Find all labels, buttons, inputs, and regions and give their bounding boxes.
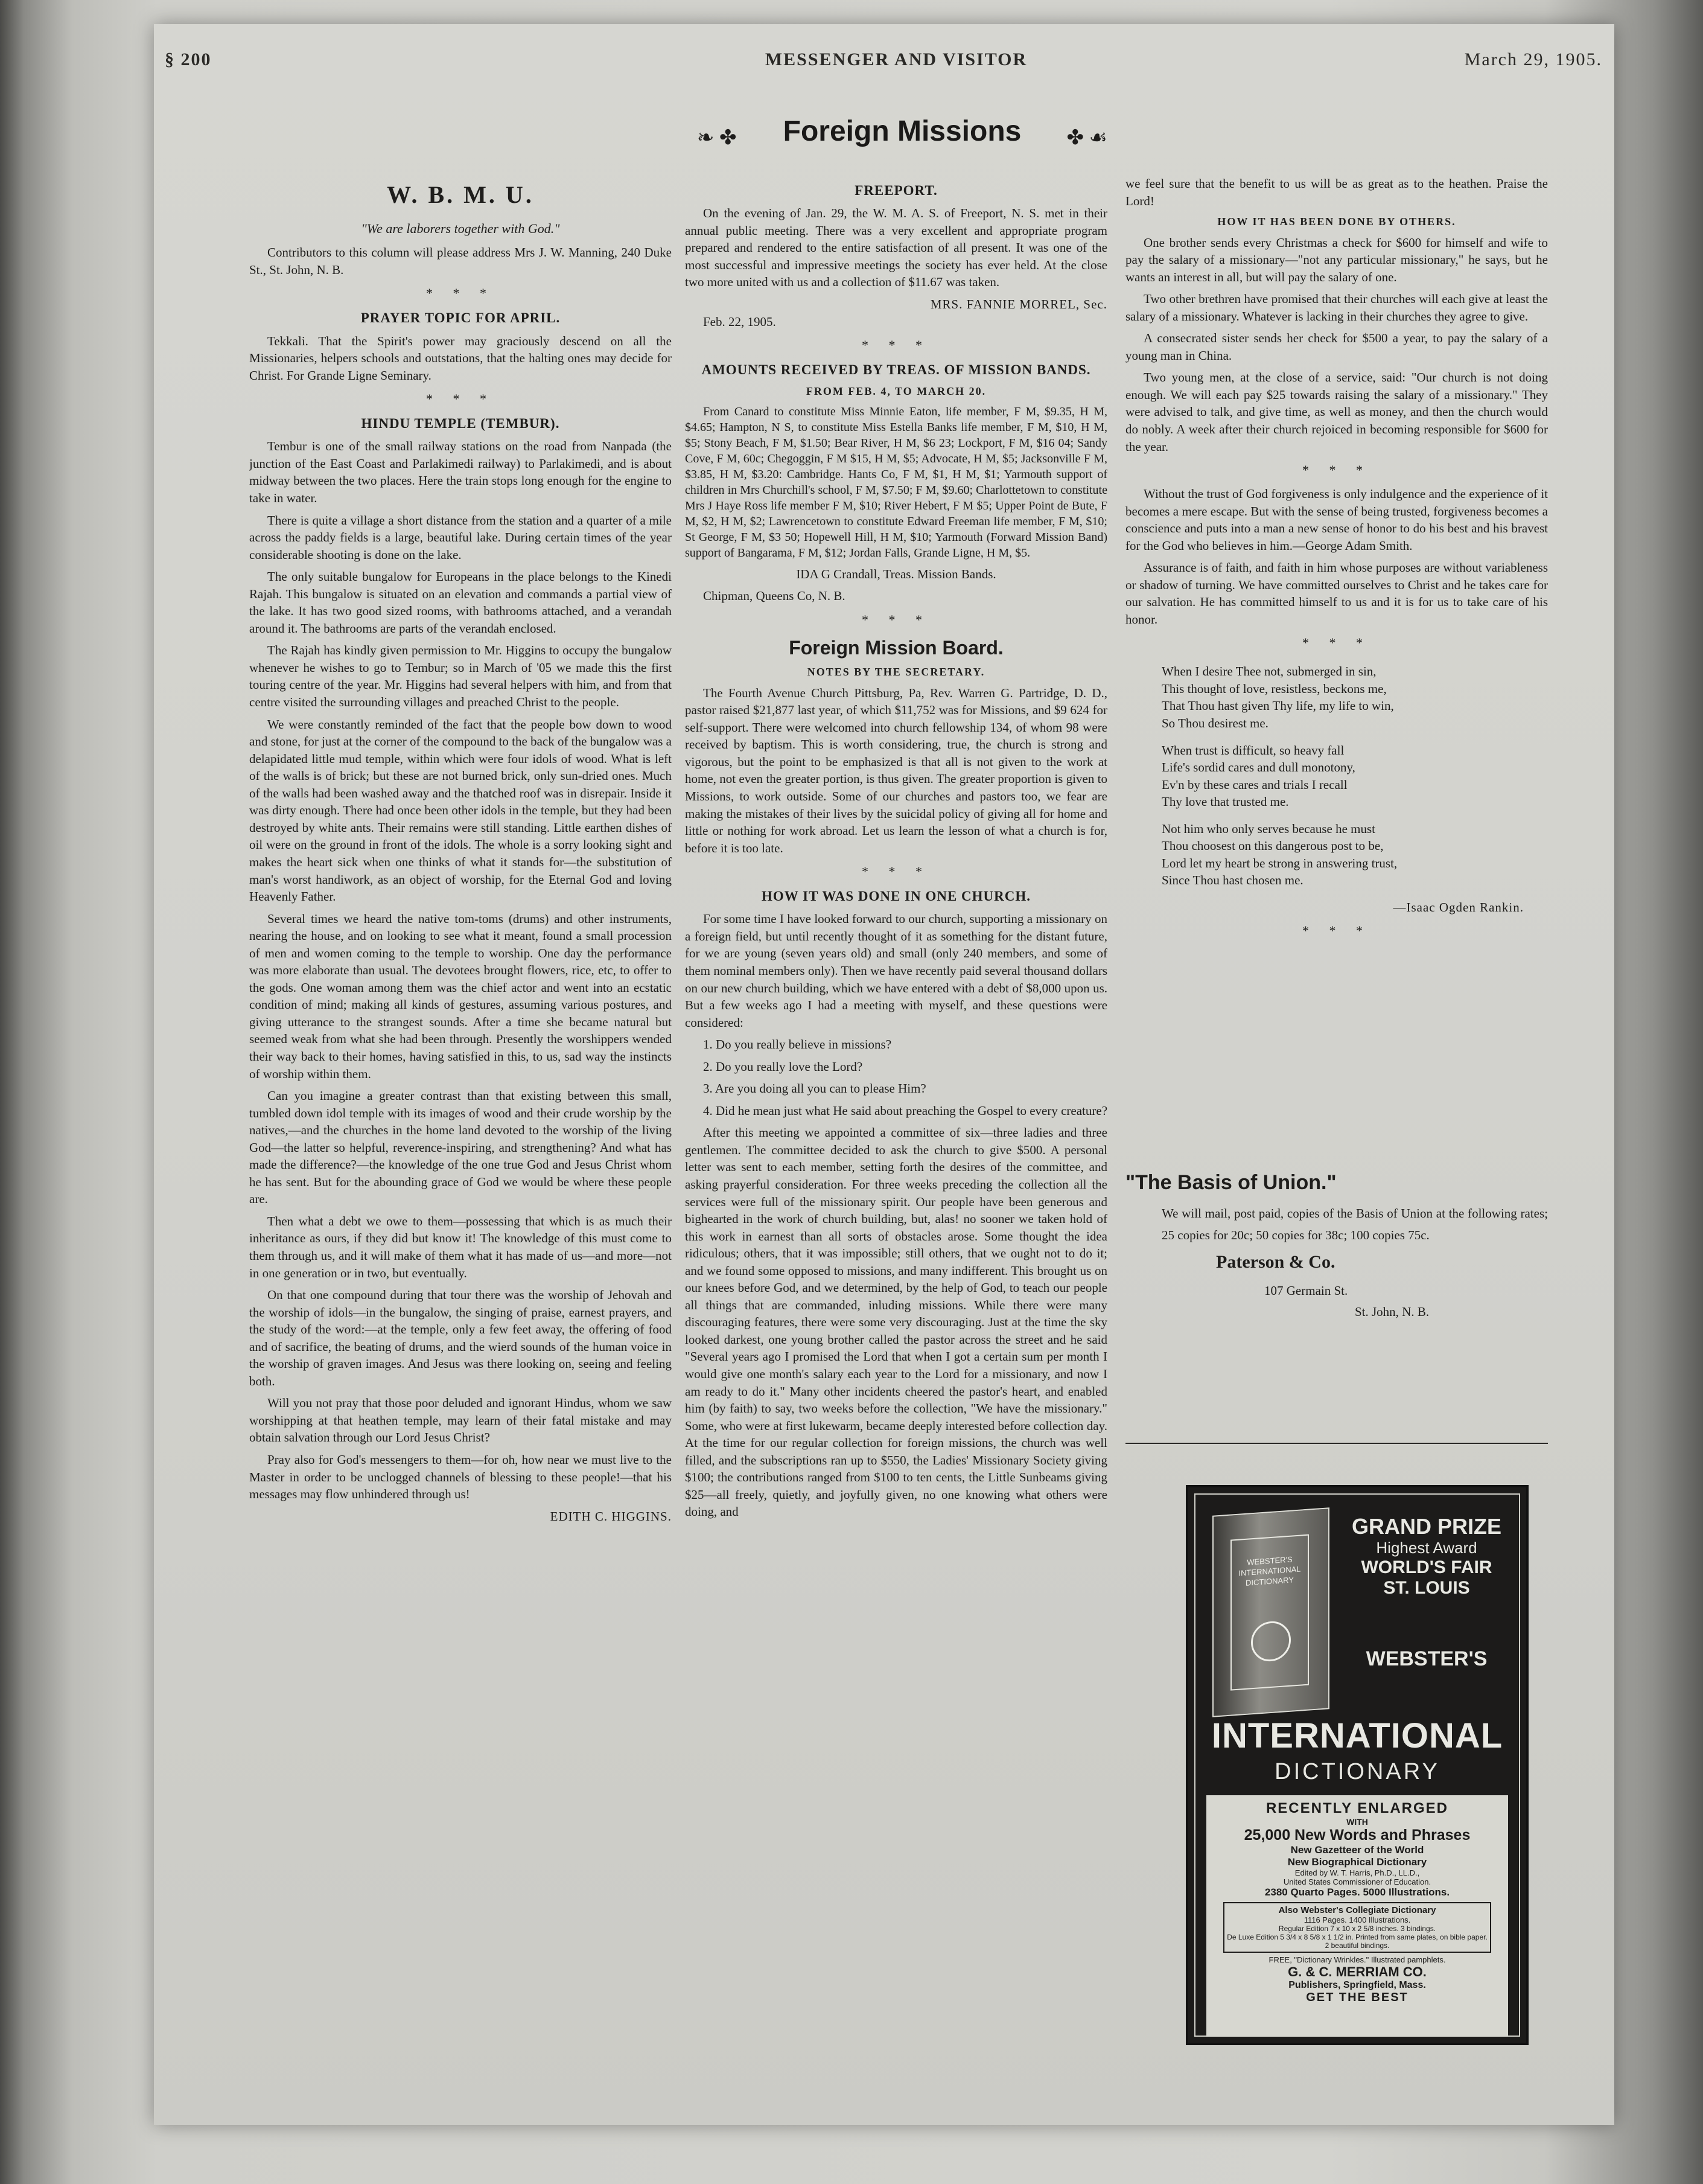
book-spine-label: WEBSTER'S INTERNATIONAL DICTIONARY <box>1230 1534 1309 1691</box>
others-paragraph: One brother sends every Christmas a check for $600 for himself and wife to pay the salary of a missionary—"not any particular missionary," he says, but he wants an interest in all, but will pay the salary of one. <box>1125 235 1548 284</box>
ad-international: INTERNATIONAL <box>1211 1716 1503 1755</box>
how-heading: HOW IT WAS DONE IN ONE CHURCH. <box>762 889 1031 904</box>
dictionary-book-icon <box>1212 1507 1329 1717</box>
basis-firm: Paterson & Co. <box>1216 1252 1335 1272</box>
basis-of-union-ad <box>1125 1171 1548 1364</box>
freeport-date: Feb. 22, 1905. <box>703 314 776 329</box>
issue-date: March 29, 1905. <box>1464 49 1602 69</box>
ad-free-pamphlets: FREE, "Dictionary Wrinkles." Illustrated pamphlets. <box>1268 1955 1446 1964</box>
amounts-subheading: FROM FEB. 4, TO MARCH 20. <box>806 385 987 398</box>
poem-line: Ev'n by these cares and trials I recall <box>1162 777 1348 792</box>
temple-paragraph: Can you imagine a greater contrast than that existing between this small, tumbled down idol temple with its images of wood and their crude worship by the natives,—and the churches in the home land devoted to the worship of the living God—the latter so helpful, reverence-inspiring, and strengthening? And what has made the difference?—the knowledge of the one true God and Jesus Christ whom he has sent. But for the abounding grace of God we would be where these people are. <box>249 1088 672 1207</box>
ad-award-block <box>1339 1515 1514 1598</box>
wbmu-motto: "We are laborers together with God." <box>361 221 560 237</box>
board-heading: Foreign Mission Board. <box>789 636 1004 659</box>
trust-paragraph: Without the trust of God forgiveness is only indulgence and the experience of it becomes a mere escape. But with the sense of being trusted, forgiveness becomes a conscience and puts into a man a new sense of honor to do his best and his bravest for the God who believes in him.—George Adam Smith. <box>1125 487 1548 553</box>
ad-gazetteer: New Gazetteer of the World <box>1290 1844 1424 1856</box>
how-body: After this meeting we appointed a committee of six—three ladies and three gentlemen. The committee decided to ask the church to give $500. A personal letter was sent to each member, setting forth the desires of the committee, and asking prayerful consideration. For three weeks preceding the collection all the services were full of the missionary spirit. Our people have been generous and bighearted in the work of church building, but, alas! no sooner we taken hold of this work in earnest than all sorts of obstacles arose. Some thought the idea ridiculous; others, that it was impossible; still others, that we ought not to do it; and we found some opposed to missions, and many indifferent. This brought us on our knees before God, and we determined, by the help of God, to teach our people all things that are commanded, inluding missions. While there were many discouraging features, there were some very discouraging. Just at the time the sky looked darkest, one young brother called the pastor across the street and he said "Several years ago I promised the Lord that when I got a certain sum per month I would give one month's salary each year to the Lord for a missionary, and now I am ready to do it." Many other incidents cheered the pastor's heart, and enabled him (by faith) to say, two weeks before the collection, "We have the missionary." Some, who were at first lukewarm, became deeply interested before collection day. At the time for our regular collection for foreign missions, the church was well filled, and the subscriptions ran up to $550, the Ladies' Missionary Society giving $100; the contributions ranged from $100 to ten cents, the Little Sunbeams giving $25—all freely, quietly, and joyfully given, no one knowing what others were doing, and <box>685 1125 1107 1519</box>
page-number: § 200 <box>165 49 212 69</box>
wbmu-contributors: Contributors to this column will please address Mrs J. W. Manning, 240 Duke St., St. John, N. B. <box>249 245 672 277</box>
star-divider-icon: * * * <box>862 864 931 880</box>
poem-line: Lord let my heart be strong in answering trust, <box>1162 855 1398 870</box>
ad-highest-award: Highest Award <box>1376 1538 1477 1557</box>
temple-paragraph: On that one compound during that tour there was the worship of Jehovah and the worship of idols—in the bungalow, the singing of praise, earnest prayers, and the study of the word:—at the temple, only a few feet away, the offering of food and of sacrifice, the beating of drums, and the wierd sounds of the human voice in the worship of graven images. And Jesus was there looking on, seeing and feeling both. <box>249 1288 672 1388</box>
ad-biographical: New Biographical Dictionary <box>1287 1856 1427 1868</box>
ad-merriam: G. & C. MERRIAM CO. <box>1288 1964 1427 1979</box>
ad-commissioner: United States Commissioner of Education. <box>1283 1877 1431 1886</box>
board-subheading: NOTES BY THE SECRETARY. <box>807 666 985 679</box>
poem-stanza <box>1162 820 1548 889</box>
board-text: The Fourth Avenue Church Pittsburg, Pa, Rev. Warren G. Partridge, D. D., pastor raised $21,877 last year, of which $11,752 was for Missions, and $9 624 for self-support. There were welcomed into church fellowship 134, of whom 98 were received by baptism. This is worth considering, true, the church is strong and vigorous, but the point to be emphasized is that all is not given to the work at home, not even the greater portion, is thus given. The greater proportion is given to Missions, to work outside. Some of our churches and pastors too, we fear are making the mistakes of their lives by the suicidal policy of giving all for home and little or nothing for work abroad. Let us learn the lesson of what a church is for, before it is too late. <box>685 685 1107 855</box>
poem-line: Since Thou hast chosen me. <box>1162 873 1304 888</box>
poem-line: Life's sordid cares and dull monotony, <box>1162 760 1355 775</box>
how-question: 3. Are you doing all you can to please Him? <box>703 1081 926 1096</box>
temple-paragraph: Will you not pray that those poor deluded and ignorant Hindus, whom we saw worshipping at that heathen temple, may learn of their fatal mistake and may obtain salvation through our Lord Jesus Christ? <box>249 1396 672 1445</box>
others-paragraph: A consecrated sister sends her check for $500 a year, to pay the salary of a young man in China. <box>1125 331 1548 363</box>
ad-with: WITH <box>1346 1817 1368 1827</box>
prayer-text: Tekkali. That the Spirit's power may graciously descend on all the Missionaries, helpers schools and outstations, that the halting ones may decide for Christ. For Grande Ligne Seminary. <box>249 333 672 383</box>
star-divider-icon: * * * <box>862 337 931 353</box>
amounts-heading: AMOUNTS RECEIVED BY TREAS. OF MISSION BANDS. <box>701 362 1091 377</box>
poem-line: This thought of love, resistless, beckons me, <box>1162 681 1387 696</box>
prayer-heading: PRAYER TOPIC FOR APRIL. <box>360 310 561 326</box>
how-intro: For some time I have looked forward to our church, supporting a missionary on a foreign field, but until recently thought of it as something for the distant future, for we are young (seven years old) and small (only 240 members, and some of them nominal members only). Then we have recently paid several thousand dollars on our new church building, which we have entered with a debt of $8,000 upon us. But a few weeks ago I had a meeting with myself, and these questions were considered: <box>685 912 1107 1030</box>
star-divider-icon: * * * <box>426 286 495 301</box>
ad-grand-prize: GRAND PRIZE <box>1351 1514 1501 1539</box>
ad-dictionary: DICTIONARY <box>1275 1759 1440 1784</box>
basis-heading: "The Basis of Union." <box>1125 1171 1337 1194</box>
poem-line: Thy love that trusted me. <box>1162 794 1289 809</box>
amounts-text: From Canard to constitute Miss Minnie Eaton, life member, F M, $9.35, H M, $4.65; Hampton, N S, to constitute Miss Estella Banks life member, F M, $10, H M, $5; Stony Beach, F M, $1.50; Bear River, H M, $6 23; Lockport, F M, $16 04; Sandy Cove, F M, 60c; Chegoggin, F M $15, H M, $5; Advocate, H M, $5; Jacksonville F M, $3.85, H M, $3.20: Cambridge. Hants Co, F M, $1, H M, $1; Yarmouth support of children in Mrs Churchill's school, F M, $7.50; F M, $9.60; Charlottetown to constitute Mrs J Haye Ross life member F M, $10; River Hebert, F M $5; Upper Point de Bute, F M, $2, H M, $2; Lawrencetown to constitute Edward Freeman life member, F M, $10; St George, F M, $3 50; Hopewell Hill, H M, $10; Yarmouth (Forward Mission Band) support of Bangarama, F M, $12; Jordan Falls, Grande Ligne, H M, $5. <box>685 404 1107 560</box>
basis-street: 107 Germain St. <box>1264 1283 1348 1298</box>
temple-paragraph: Pray also for God's messengers to them—for oh, how near we must live to the Master in order to be unclogged channels of blessing to these people!—that his messages may flow unhindered through us! <box>249 1452 672 1502</box>
how-question: 1. Do you really believe in missions? <box>703 1037 892 1052</box>
newspaper-page <box>154 24 1614 2125</box>
poem-line: That Thou hast given Thy life, my life to win, <box>1162 698 1394 714</box>
ad-edited: Edited by W. T. Harris, Ph.D., LL.D., <box>1294 1868 1420 1877</box>
basis-city: St. John, N. B. <box>1355 1304 1430 1320</box>
ad-regular-edition: Regular Edition 7 x 10 x 2 5/8 inches. 3 bindings. <box>1278 1924 1436 1933</box>
star-divider-icon: * * * <box>1302 462 1371 478</box>
temple-heading: HINDU TEMPLE (TEMBUR). <box>361 416 560 432</box>
poem-author: —Isaac Ogden Rankin. <box>1393 899 1524 915</box>
banner-title: Foreign Missions <box>783 115 1022 147</box>
others-paragraph: Two young men, at the close of a service, said: "Our church is not doing enough. We will each pay $25 towards raising the salary of a missionary." They were advised to talk, and give time, as well as money, and then the church would do nobly. A week after their church rejoiced in becoming responsible for $600 for the year. <box>1125 370 1548 454</box>
amounts-place: Chipman, Queens Co, N. B. <box>703 589 845 604</box>
ad-st-louis: ST. LOUIS <box>1383 1577 1470 1598</box>
ad-worlds-fair: WORLD'S FAIR <box>1361 1557 1492 1577</box>
temple-paragraph: Then what a debt we owe to them—possessing that which is as much their inheritance as ours, if they did but know it! The knowledge of this must come to them through us, and it will make of them what it has made of us—and more—not in one generation or in two, but eventually. <box>249 1213 672 1280</box>
ad-collegiate: Also Webster's Collegiate Dictionary <box>1278 1905 1436 1915</box>
ad-collegiate-pages: 1116 Pages. 1400 Illustrations. <box>1304 1915 1411 1924</box>
ad-pages: 2380 Quarto Pages. 5000 Illustrations. <box>1264 1886 1450 1898</box>
ad-divider <box>1125 1443 1548 1444</box>
how-question: 2. Do you really love the Lord? <box>703 1059 863 1074</box>
star-divider-icon: * * * <box>862 611 931 627</box>
poem-line: Thou choosest on this dangerous post to be, <box>1162 838 1384 854</box>
paper-title: MESSENGER AND VISITOR <box>765 49 1028 69</box>
others-paragraph: Two other brethren have promised that their churches will each give at least the salary of a missionary. Whatever is lacking in their churches they agree to give. <box>1125 292 1548 324</box>
column-wbmu <box>249 175 672 2119</box>
others-heading: HOW IT HAS BEEN DONE BY OTHERS. <box>1217 216 1456 228</box>
temple-paragraph: Tembur is one of the small railway stations on the road from Nanpada (the junction of the East Coast and Parlakimedi railway) to Parlakimedi, and is about midway between the two places. Here the train stops long enough for the engine to take in water. <box>249 439 672 506</box>
basis-text: We will mail, post paid, copies of the Basis of Union at the following rates; 25 copies for 20c; 50 copies for 38c; 100 copies 75c. <box>1162 1206 1548 1242</box>
poem-line: When I desire Thee not, submerged in sin, <box>1162 664 1377 679</box>
poem-line: Not him who only serves because he must <box>1162 821 1376 836</box>
wbmu-title: W. B. M. U. <box>387 181 534 208</box>
poem-stanza <box>1162 742 1548 811</box>
column-foreign-missions <box>685 175 1107 2119</box>
ad-new-words: 25,000 New Words and Phrases <box>1244 1827 1471 1844</box>
signature-higgins: EDITH C. HIGGINS. <box>550 1509 672 1524</box>
webster-dictionary-ad <box>1186 1485 1529 2045</box>
temple-paragraph: We were constantly reminded of the fact that the people bow down to wood and stone, for just at the corner of the compound to the back of the bungalow was a delapidated little mud temple, within which were four idols of wood. What is left of the walls is of brick; but these are not burned brick, only sun-dried ones. Much of the walls had been washed away and the thatched roof was in disrepair. Inside it was dirty enough. There had once been other idols in the temple, but they had been destroyed by white ants. Their remains were still standing. Little earthen dishes of oil were on the ground in front of the idols. The whole is a sorry looking sight and makes the heart sick when one thinks of what it stands for—the substitution of man's worst handiwork, as an object of worship, for the Eternal God and loving Heavenly Father. <box>249 717 672 904</box>
ad-get-the-best: GET THE BEST <box>1306 1991 1409 2004</box>
ad-enlarged: RECENTLY ENLARGED <box>1265 1800 1449 1816</box>
section-banner <box>697 115 1107 163</box>
star-divider-icon: * * * <box>1302 923 1371 939</box>
poem <box>1162 663 1548 916</box>
poem-line: When trust is difficult, so heavy fall <box>1162 742 1345 758</box>
freeport-signature: MRS. FANNIE MORREL, Sec. <box>930 297 1107 311</box>
star-divider-icon: * * * <box>426 391 495 407</box>
poem-stanza <box>1162 663 1548 732</box>
temple-paragraph: There is quite a village a short distance from the station and a quarter of a mile across the paddy fields is a large, beautiful lake. During certain times of the year considerable shooting is done on the lake. <box>249 512 672 562</box>
temple-paragraph: The Rajah has kindly given permission to Mr. Higgins to occupy the bungalow whenever he wishes to go to Tembur; so in March of '05 we made this the first touring centre of the year. Mr. Higgins had several helpers with him, and from that centre visited the surrounding villages and preached Christ to the people. <box>249 643 672 710</box>
ad-publishers: Publishers, Springfield, Mass. <box>1288 1980 1426 1990</box>
amounts-signature: IDA G Crandall, Treas. Mission Bands. <box>796 566 996 581</box>
ad-details-panel <box>1206 1795 1508 2037</box>
temple-paragraph: Several times we heard the native tom-toms (drums) and other instruments, nearing the house, and on looking to see what it meant, found a small procession of men and women coming to the temple to worship. One day the performance was more elaborate than usual. The devotees brought flowers, rice, etc, to offer to the gods. One woman among them was the chief actor and went into an ecstatic condition of mind; making all kinds of gestures, assuming various postures, and giving utterance to the strangest sounds. After a time she became natural but seemed weak from what she had been through. Presently the worshippers wended their way back to their homes, having satisfied in this, to us, sad way the instincts of worship within them. <box>249 911 672 1081</box>
freeport-text: On the evening of Jan. 29, the W. M. A. S. of Freeport, N. S. met in their annual public meeting. There was a very excellent and appropriate program prepared and rendered to the entire satisfaction of all present. It was one of the most successful and impressive meetings the society has ever held. At the close two more united with us and a collection of $11.67 was taken. <box>685 206 1107 290</box>
poem-line: So Thou desirest me. <box>1162 715 1268 730</box>
column-three <box>1125 175 1548 1153</box>
ad-collegiate-box <box>1223 1902 1491 1953</box>
ornament-left-icon: ❧ ✤ <box>697 127 737 149</box>
star-divider-icon: * * * <box>1302 635 1371 651</box>
col3-continuation: we feel sure that the benefit to us will be as great as to the heathen. Praise the Lord! <box>1125 176 1548 208</box>
ad-deluxe-edition: De Luxe Edition 5 3/4 x 8 5/8 x 1 1/2 in. Printed from same plates, on bible paper. 2 beautiful bindings. <box>1227 1933 1488 1950</box>
freeport-heading: FREEPORT. <box>855 183 938 198</box>
ad-websters: WEBSTER'S <box>1366 1647 1488 1670</box>
how-question: 4. Did he mean just what He said about preaching the Gospel to every creature? <box>703 1103 1107 1118</box>
temple-paragraph: The only suitable bungalow for Europeans in the place belongs to the Kinedi Rajah. This bungalow is situated on an elevation and commands a partial view of the lake. It has two good sized rooms, with bathrooms attached, and a verandah around it. The bathrooms are parts of the verandah enclosed. <box>249 569 672 636</box>
assurance-paragraph: Assurance is of faith, and faith in him whose purposes are without variableness or shadow of turning. We have committed ourselves to Christ and he takes care for our salvation. He has committed himself to us and it is for us to take care of his honor. <box>1125 560 1548 627</box>
ornament-right-icon: ✤ ☙ <box>1066 127 1107 149</box>
